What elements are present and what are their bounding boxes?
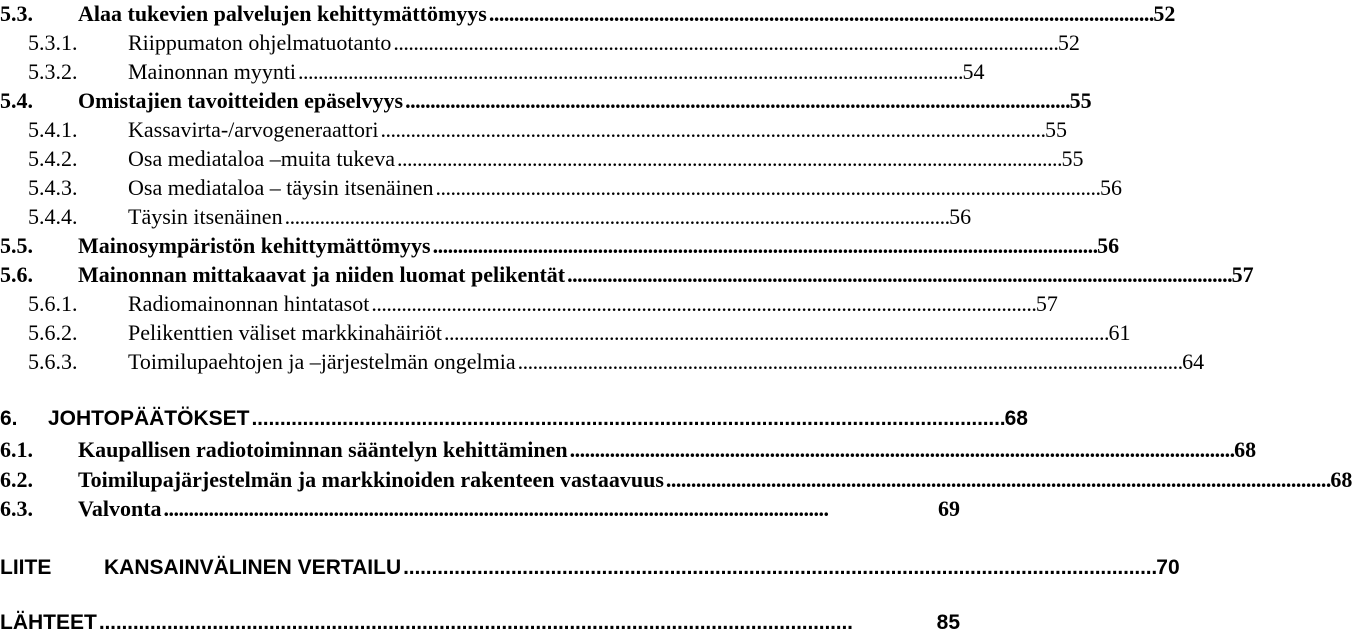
toc-entry[interactable] [0, 144, 1084, 173]
toc-entry-page: 70 [1156, 556, 1180, 579]
toc-entry[interactable] [0, 86, 1092, 115]
toc-entry-number: LÄHTEET [0, 611, 97, 634]
dot-leader [403, 553, 1154, 582]
toc-entry-title: Mainonnan myynti [128, 59, 297, 84]
toc-entry-title: Toimilupaehtojen ja –järjestelmän ongelmia [128, 349, 516, 374]
toc-entry-number: 5.6.2. [28, 320, 78, 345]
dot-leader [444, 318, 1107, 347]
dot-leader [298, 57, 961, 86]
toc-entry-number: 6.2. [0, 467, 33, 492]
toc-entry-page: 61 [1108, 320, 1131, 345]
dot-leader [518, 347, 1181, 376]
toc-entry-page: 68 [1004, 407, 1028, 430]
dot-leader [567, 260, 1230, 289]
toc-entry-page: 68 [1234, 437, 1257, 462]
toc-entry-number: 5.6.3. [28, 349, 78, 374]
toc-entry-title: Radiomainonnan hintatasot [128, 291, 370, 316]
toc-entry[interactable] [0, 494, 960, 523]
toc-entry-number: 5.4.1. [28, 117, 78, 142]
toc-entry-page: 56 [1099, 175, 1122, 200]
toc-entry-number: 5.5. [0, 233, 33, 258]
toc-entry[interactable] [0, 231, 1120, 260]
toc-entry-title: Mainonnan mittakaavat ja niiden luomat pelikentät [78, 262, 566, 287]
toc-entry-page: 64 [1182, 349, 1205, 374]
toc-entry[interactable] [0, 173, 1122, 202]
dot-leader [164, 494, 936, 523]
toc-entry-number: 6.3. [0, 496, 33, 521]
toc-entry-number: LIITE [0, 556, 52, 579]
toc-entry[interactable] [0, 435, 1257, 464]
toc-entry[interactable] [0, 57, 985, 86]
toc-entry-title: Mainosympäristön kehittymättömyys [78, 233, 431, 258]
toc-entry[interactable] [0, 465, 1352, 494]
toc-entry-page: 56 [949, 204, 972, 229]
toc-entry[interactable] [0, 28, 1080, 57]
toc-entry[interactable] [0, 404, 1028, 433]
toc-entry-page: 52 [1153, 1, 1176, 26]
toc-entry-page: 85 [936, 611, 960, 634]
toc-entry-title: Valvonta [78, 496, 162, 521]
toc-entry-number: 5.4. [0, 88, 33, 113]
toc-entry[interactable] [0, 318, 1131, 347]
toc-entry-number: 5.3. [0, 1, 33, 26]
dot-leader [397, 144, 1060, 173]
dot-leader [251, 404, 1002, 433]
toc-entry-page: 55 [1069, 88, 1092, 113]
toc-entry[interactable] [0, 260, 1254, 289]
toc-entry-number: 5.6.1. [28, 291, 78, 316]
toc-entry[interactable] [0, 0, 1176, 28]
toc-entry-number: 6. [0, 407, 18, 430]
toc-entry[interactable] [0, 115, 1067, 144]
toc-entry-title: JOHTOPÄÄTÖKSET [48, 407, 250, 430]
dot-leader [285, 202, 948, 231]
toc-entry-title: Täysin itsenäinen [128, 204, 283, 229]
toc-entry-number: 5.4.4. [28, 204, 78, 229]
toc-entry-page: 52 [1057, 30, 1080, 55]
dot-leader [666, 465, 1329, 494]
dot-leader [380, 115, 1043, 144]
dot-leader [435, 173, 1098, 202]
toc-entry[interactable] [0, 289, 1058, 318]
toc-entry[interactable] [0, 553, 1180, 582]
toc-entry-title: Kaupallisen radiotoiminnan sääntelyn kehittäminen [78, 437, 568, 462]
toc-entry-number: 5.3.2. [28, 59, 78, 84]
toc-entry-page: 57 [1231, 262, 1254, 287]
toc-entry-number: 5.3.1. [28, 30, 78, 55]
toc-entry-page: 55 [1061, 146, 1084, 171]
toc-entry-title: Toimilupajärjestelmän ja markkinoiden rakenteen vastaavuus [78, 467, 664, 492]
toc-entry[interactable] [0, 608, 960, 637]
toc-entry[interactable] [0, 347, 1205, 376]
dot-leader [405, 86, 1068, 115]
dot-leader [570, 435, 1233, 464]
dot-leader [489, 0, 1152, 28]
toc-entry-page: 68 [1330, 467, 1352, 492]
toc-entry-title: KANSAINVÄLINEN VERTAILU [104, 556, 402, 579]
toc-entry-title: Osa mediataloa –muita tukeva [128, 146, 395, 171]
toc-entry-page: 57 [1035, 291, 1058, 316]
toc-entry-number: 5.6. [0, 262, 33, 287]
toc-entry-page: 56 [1097, 233, 1120, 258]
toc-entry-title: Osa mediataloa – täysin itsenäinen [128, 175, 434, 200]
toc-entry-title: Alaa tukevien palvelujen kehittymättömyys [78, 1, 487, 26]
dot-leader [433, 231, 1096, 260]
toc-entry-page: 55 [1044, 117, 1067, 142]
toc-entry-title: Pelikenttien väliset markkinahäiriöt [128, 320, 443, 345]
toc-entry-number: 5.4.3. [28, 175, 78, 200]
toc-entry-page: 54 [962, 59, 985, 84]
toc-entry-title: Kassavirta-/arvogeneraattori [128, 117, 379, 142]
toc-entry-number: 5.4.2. [28, 146, 78, 171]
toc-entry-page: 69 [938, 496, 960, 521]
dot-leader [393, 28, 1056, 57]
toc-entry-number: 6.1. [0, 437, 33, 462]
toc-entry-title: Omistajien tavoitteiden epäselvyys [78, 88, 404, 113]
toc-entry[interactable] [0, 202, 972, 231]
toc-entry-title: Riippumaton ohjelmatuotanto [128, 30, 392, 55]
dot-leader [99, 608, 935, 637]
dot-leader [371, 289, 1034, 318]
